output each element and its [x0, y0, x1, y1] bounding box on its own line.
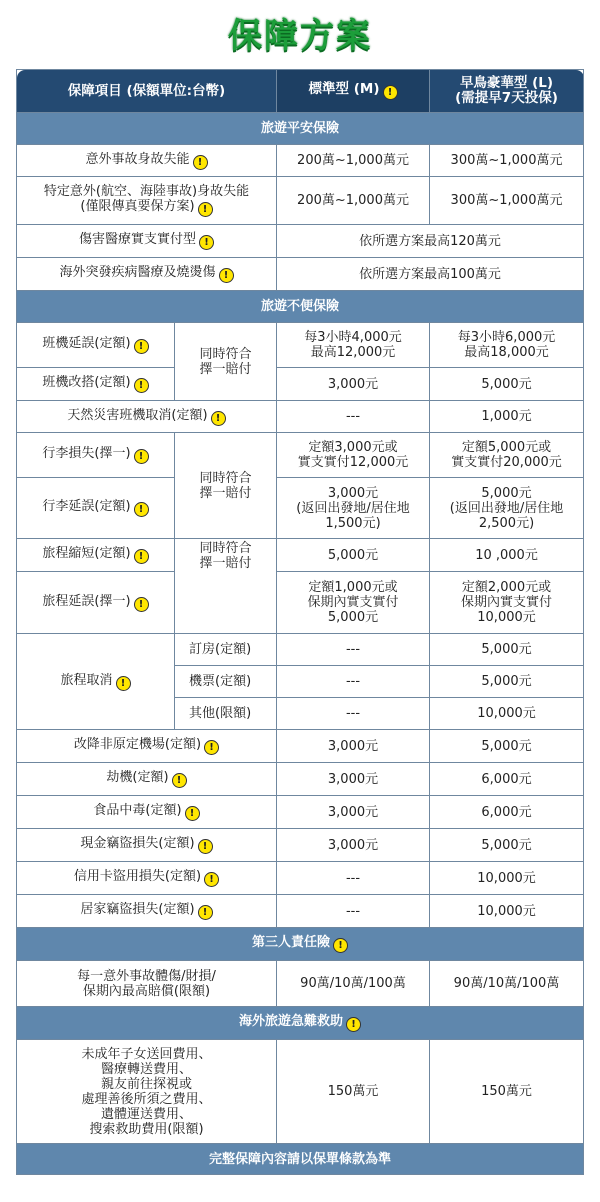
value-standard: 每3小時4,000元 最高12,000元 — [277, 323, 430, 368]
value-standard: --- — [277, 634, 430, 666]
section-third-party: 第三人責任險 ! — [17, 928, 584, 961]
row-label: 未成年子女送回費用、 醫療轉送費用、 親友前往探視或 處理善後所須之費用、 遺體運送費用、 搜索救助費用(限額) — [17, 1040, 277, 1144]
value-deluxe: 300萬~1,000萬元 — [430, 177, 584, 225]
row-label: 傷害醫療實支實付型 ! — [17, 225, 277, 258]
sub-label: 訂房(定額) — [175, 634, 277, 666]
coverage-table — [16, 69, 584, 1175]
table-row — [17, 730, 584, 763]
table-row — [17, 895, 584, 928]
section-emergency: 海外旅遊急難救助 ! — [17, 1007, 584, 1040]
value-deluxe: 5,000元 — [430, 666, 584, 698]
page-title: 保障方案 — [228, 16, 372, 56]
value-standard: 3,000元 — [277, 829, 430, 862]
section-travel-safety: 旅遊平安保險 — [17, 113, 584, 145]
info-icon[interactable]: ! — [211, 411, 226, 426]
value-deluxe: 定額5,000元或 實支實付20,000元 — [430, 433, 584, 478]
table-row — [17, 572, 584, 634]
value-standard: 3,000元 — [277, 796, 430, 829]
value-standard: 3,000元 — [277, 730, 430, 763]
table-row — [17, 177, 584, 225]
value-deluxe: 90萬/10萬/100萬 — [430, 961, 584, 1007]
table-row — [17, 225, 584, 258]
row-label: 旅程縮短(定額) ! — [17, 539, 175, 572]
info-icon[interactable]: ! — [134, 502, 149, 517]
table-row — [17, 478, 584, 539]
header-item: 保障項目 (保額單位:台幣) — [17, 70, 277, 113]
value-deluxe: 5,000元 — [430, 634, 584, 666]
table-row — [17, 323, 584, 368]
value-standard: --- — [277, 698, 430, 730]
value-standard: --- — [277, 666, 430, 698]
table-row — [17, 763, 584, 796]
table-row — [17, 634, 584, 666]
value-standard: --- — [277, 862, 430, 895]
group-note: 同時符合 擇一賠付 — [175, 323, 277, 401]
value-deluxe: 5,000元 (返回出發地/居住地 2,500元) — [430, 478, 584, 539]
value-standard: 3,000元 — [277, 763, 430, 796]
value-deluxe: 10,000元 — [430, 862, 584, 895]
value-standard: 定額1,000元或 保期內實支實付 5,000元 — [277, 572, 430, 634]
table-row — [17, 368, 584, 401]
value-deluxe: 每3小時6,000元 最高18,000元 — [430, 323, 584, 368]
value-standard: 3,000元 (返回出發地/居住地 1,500元) — [277, 478, 430, 539]
row-label: 班機改搭(定額) ! — [17, 368, 175, 401]
row-label: 信用卡盜用損失(定額) ! — [17, 862, 277, 895]
value-deluxe: 10,000元 — [430, 698, 584, 730]
value-deluxe: 5,000元 — [430, 730, 584, 763]
info-icon[interactable]: ! — [204, 872, 219, 887]
info-icon[interactable]: ! — [172, 773, 187, 788]
row-label: 旅程取消 ! — [17, 634, 175, 730]
info-icon[interactable]: ! — [193, 155, 208, 170]
group-note: 同時符合 擇一賠付 — [175, 433, 277, 539]
table-row — [17, 258, 584, 291]
info-icon[interactable]: ! — [116, 676, 131, 691]
info-icon[interactable]: ! — [204, 740, 219, 755]
info-icon[interactable]: ! — [134, 339, 149, 354]
header-deluxe: 早鳥豪華型 (L) (需提早7天投保) — [430, 70, 584, 113]
info-icon[interactable]: ! — [198, 202, 213, 217]
footer-row — [17, 1144, 584, 1175]
value-deluxe: 300萬~1,000萬元 — [430, 145, 584, 177]
row-label: 劫機(定額) ! — [17, 763, 277, 796]
info-icon[interactable]: ! — [134, 597, 149, 612]
footer-note: 完整保障內容請以保單條款為準 — [17, 1144, 584, 1175]
sub-label: 其他(限額) — [175, 698, 277, 730]
value-deluxe: 150萬元 — [430, 1040, 584, 1144]
value-standard: 90萬/10萬/100萬 — [277, 961, 430, 1007]
table-row — [17, 145, 584, 177]
section-row — [17, 291, 584, 323]
value-standard: 定額3,000元或 實支實付12,000元 — [277, 433, 430, 478]
row-label: 行李損失(擇一) ! — [17, 433, 175, 478]
table-row — [17, 401, 584, 433]
value-standard: --- — [277, 895, 430, 928]
row-label: 特定意外(航空、海陸事故)身故失能 (僅限傳真要保方案) ! — [17, 177, 277, 225]
row-label: 行李延誤(定額) ! — [17, 478, 175, 539]
table-row — [17, 961, 584, 1007]
value-deluxe: 1,000元 — [430, 401, 584, 433]
row-label: 居家竊盜損失(定額) ! — [17, 895, 277, 928]
info-icon[interactable]: ! — [134, 378, 149, 393]
row-label: 班機延誤(定額) ! — [17, 323, 175, 368]
table-row — [17, 862, 584, 895]
row-label: 海外突發疾病醫療及燒燙傷 ! — [17, 258, 277, 291]
row-label: 天然災害班機取消(定額) ! — [17, 401, 277, 433]
sub-label: 機票(定額) — [175, 666, 277, 698]
value-deluxe: 5,000元 — [430, 368, 584, 401]
table-row — [17, 796, 584, 829]
info-icon[interactable]: ! — [333, 938, 348, 953]
section-row — [17, 113, 584, 145]
value-deluxe: 6,000元 — [430, 763, 584, 796]
value-deluxe: 10 ,000元 — [430, 539, 584, 572]
table-row — [17, 1040, 584, 1144]
info-icon[interactable]: ! — [219, 268, 234, 283]
row-label: 改降非原定機場(定額) ! — [17, 730, 277, 763]
info-icon[interactable]: ! — [185, 806, 200, 821]
value-standard: 200萬~1,000萬元 — [277, 145, 430, 177]
table-row — [17, 829, 584, 862]
info-icon[interactable]: ! — [346, 1017, 361, 1032]
section-travel-inconvenience: 旅遊不便保險 — [17, 291, 584, 323]
value-deluxe: 10,000元 — [430, 895, 584, 928]
value-standard: --- — [277, 401, 430, 433]
row-label: 意外事故身故失能 ! — [17, 145, 277, 177]
info-icon[interactable]: ! — [198, 905, 213, 920]
value-standard: 150萬元 — [277, 1040, 430, 1144]
section-row — [17, 1007, 584, 1040]
row-label: 食品中毒(定額) ! — [17, 796, 277, 829]
table-row — [17, 433, 584, 478]
table-row — [17, 539, 584, 572]
value-standard: 3,000元 — [277, 368, 430, 401]
info-icon[interactable]: ! — [134, 549, 149, 564]
value-deluxe: 6,000元 — [430, 796, 584, 829]
value-standard: 5,000元 — [277, 539, 430, 572]
row-label: 現金竊盜損失(定額) ! — [17, 829, 277, 862]
info-icon[interactable]: ! — [198, 839, 213, 854]
info-icon[interactable]: ! — [134, 449, 149, 464]
header-standard: 標準型 (M) ! — [277, 70, 430, 113]
info-icon[interactable]: ! — [199, 235, 214, 250]
info-icon[interactable]: ! — [383, 85, 398, 100]
section-row — [17, 928, 584, 961]
table-header-row — [17, 70, 584, 113]
value-both: 依所選方案最高120萬元 — [277, 225, 584, 258]
value-both: 依所選方案最高100萬元 — [277, 258, 584, 291]
group-note: 同時符合 擇一賠付 — [175, 539, 277, 634]
value-standard: 200萬~1,000萬元 — [277, 177, 430, 225]
value-deluxe: 定額2,000元或 保期內實支實付 10,000元 — [430, 572, 584, 634]
row-label: 每一意外事故體傷/財損/ 保期內最高賠償(限額) — [17, 961, 277, 1007]
row-label: 旅程延誤(擇一) ! — [17, 572, 175, 634]
value-deluxe: 5,000元 — [430, 829, 584, 862]
